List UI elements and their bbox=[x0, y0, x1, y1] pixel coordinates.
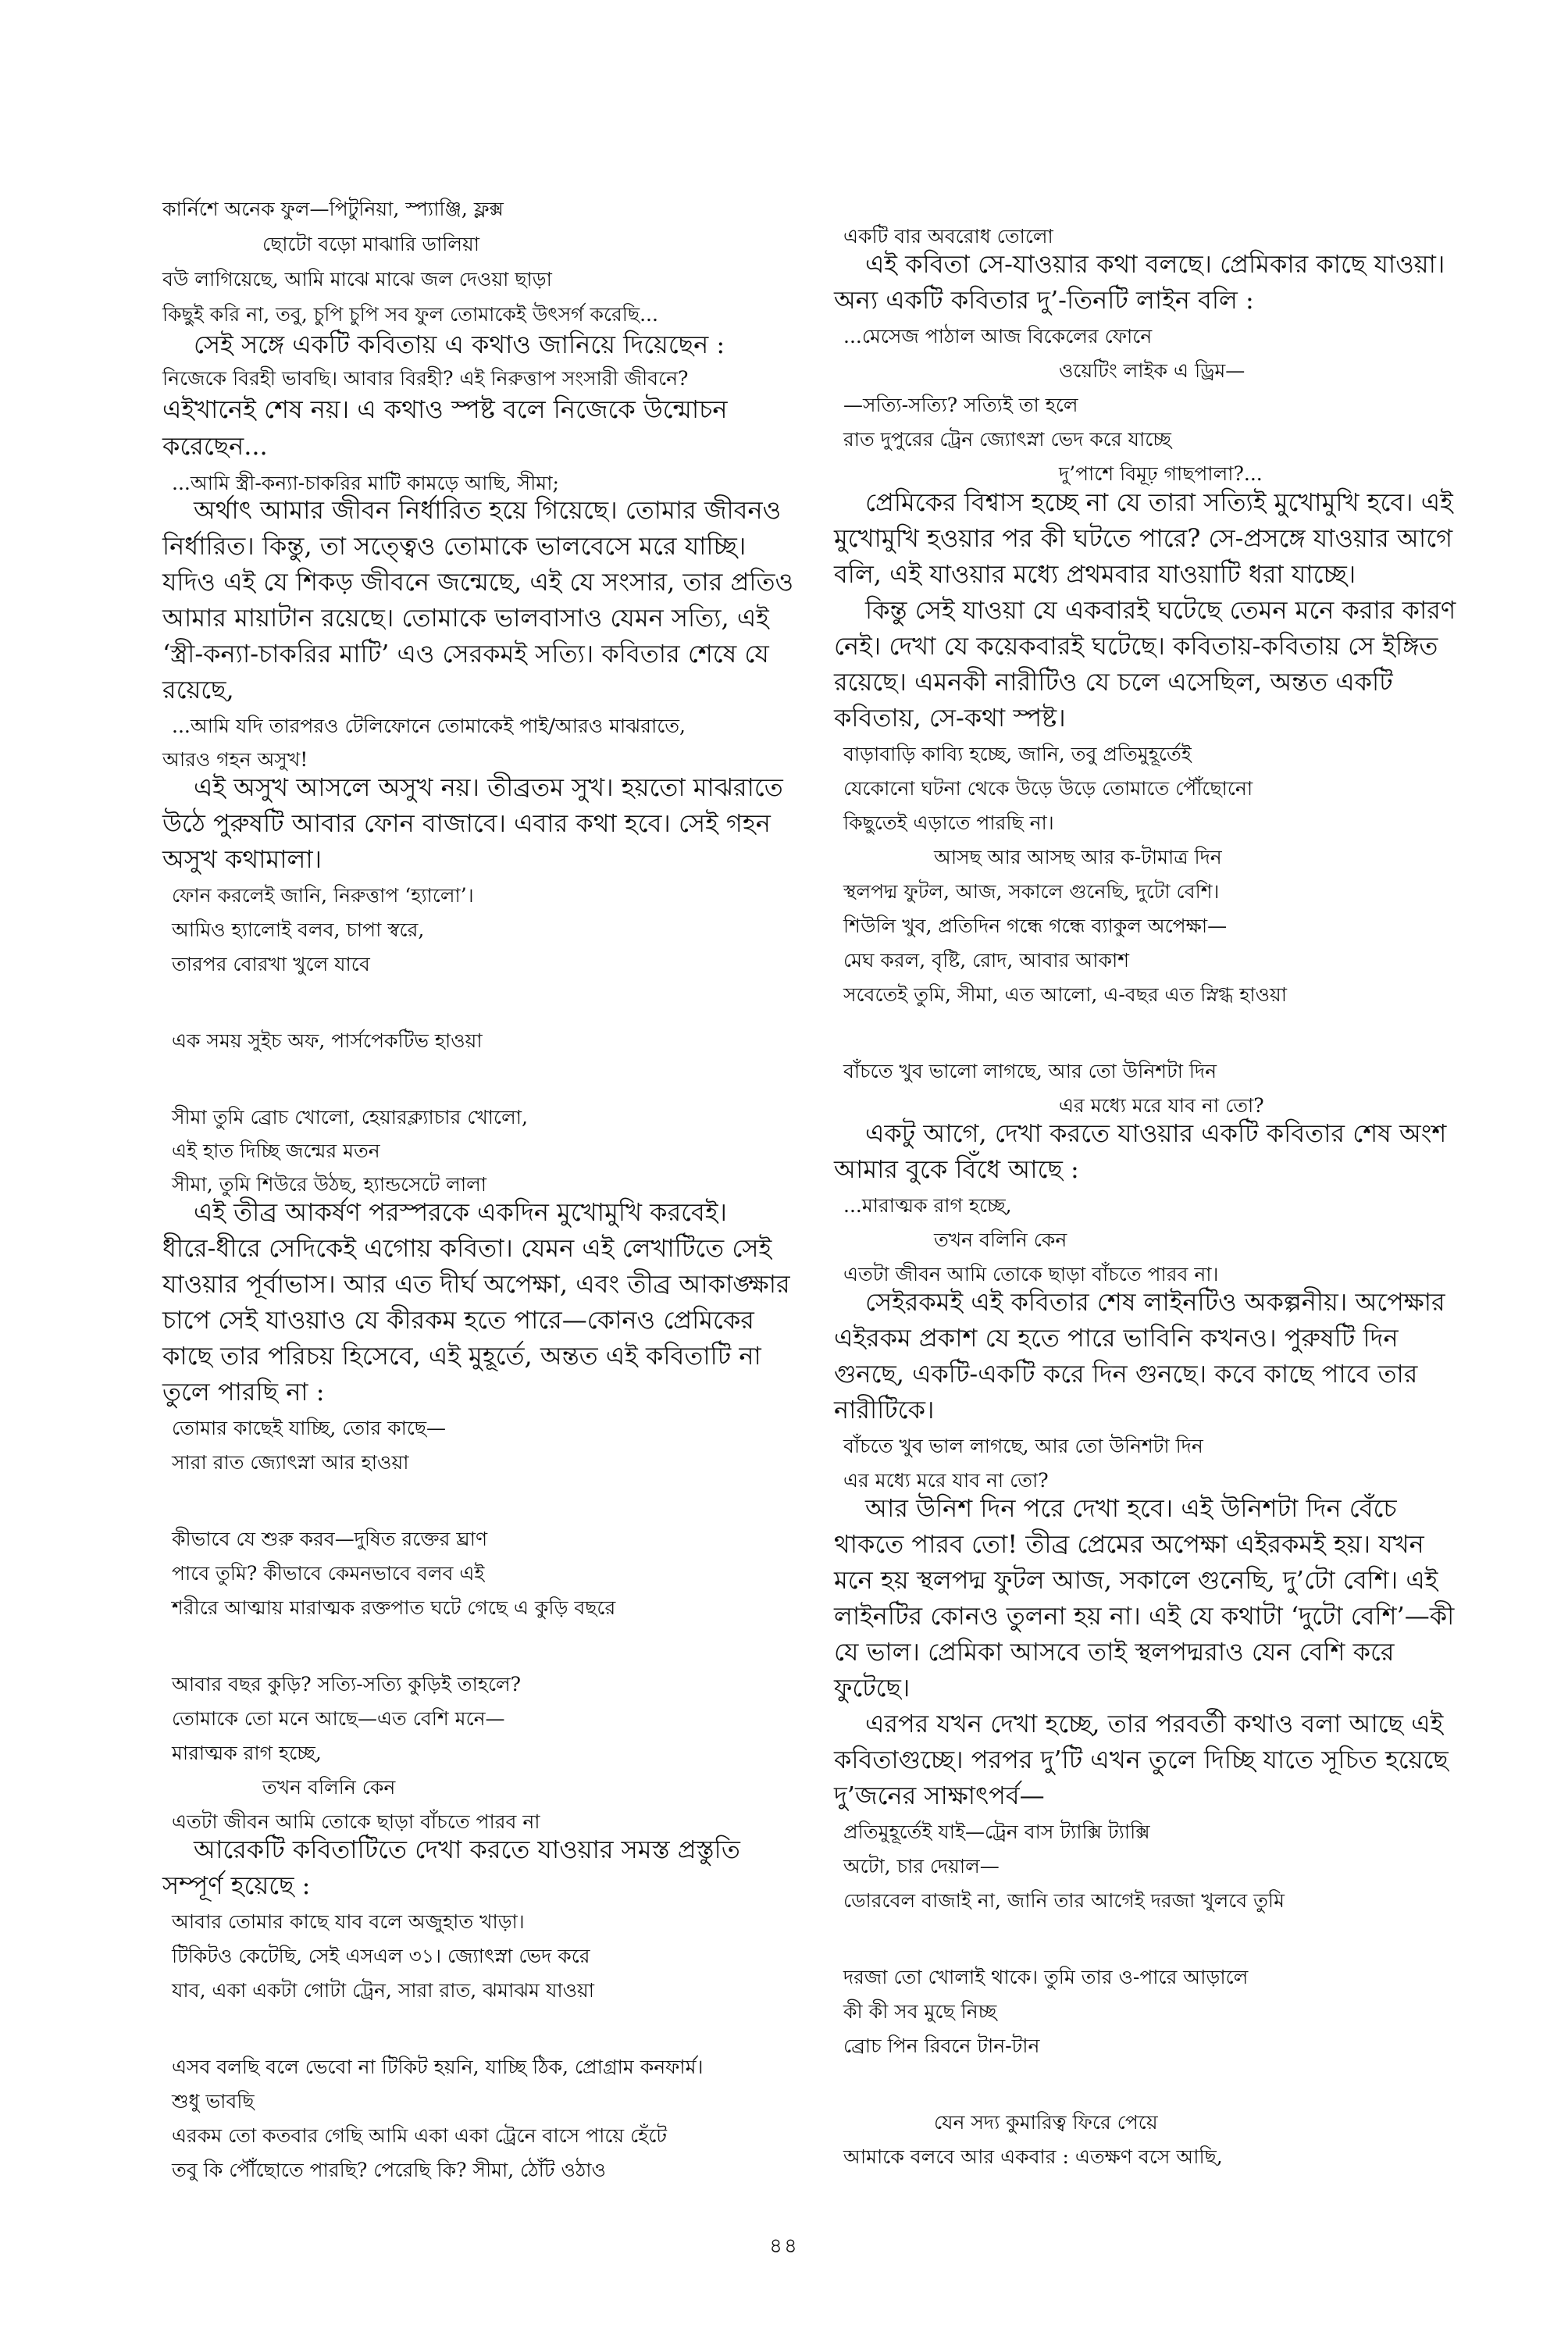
prose-line: মনে হয় স্থলপদ্ম ফুটল আজ, সকালে গুনেছি, দু’টো বেশি। এই bbox=[834, 1565, 1438, 1595]
verse-line: দু’পাশে বিমূঢ় গাছপালা?... bbox=[1059, 462, 1263, 485]
verse-line: এর মধ্যে মরে যাব না তো? bbox=[1059, 1094, 1264, 1117]
verse-line: পাবে তুমি? কীভাবে কেমনভাবে বলব এই bbox=[172, 1562, 485, 1585]
prose-line: লাইনটির কোনও তুলনা হয় না। এই যে কথাটা ‘দুটো বেশি’—কী bbox=[834, 1601, 1455, 1631]
verse-line: ওয়েটিং লাইক এ ড্রিম— bbox=[1059, 359, 1245, 382]
prose-line: প্রেমিকের বিশ্বাস হচ্ছে না যে তারা সত্যিই মুখোমুখি হবে। এই bbox=[865, 487, 1453, 517]
prose-line: অসুখ কথামালা। bbox=[162, 844, 323, 874]
prose-line: আমার বুকে বিঁধে আছে : bbox=[834, 1154, 1079, 1184]
verse-line: প্রতিমুহূর্তেই যাই—ট্রেন বাস ট্যাক্সি ট্যাক্সি bbox=[843, 1820, 1150, 1843]
verse-line: তবু কি পৌঁছোতে পারছি? পেরেছি কি? সীমা, ঠোঁট ওঠাও bbox=[172, 2159, 606, 2181]
verse-line: স্থলপদ্ম ফুটল, আজ, সকালে গুনেছি, দুটো বেশি। bbox=[843, 880, 1220, 903]
verse-line: টিকিটও কেটেছি, সেই এসএল ৩১। জ্যোৎস্না ভেদ করে bbox=[172, 1945, 590, 1967]
prose-line: আরেকটি কবিতাটিতে দেখা করতে যাওয়ার সমস্ত প্রস্তুতি bbox=[194, 1835, 740, 1864]
prose-line: একটু আগে, দেখা করতে যাওয়ার একটি কবিতার শেষ অংশ bbox=[865, 1118, 1447, 1148]
verse-line: ছোটো বড়ো মাঝারি ডালিয়া bbox=[262, 233, 479, 255]
prose-line: এই তীব্র আকর্ষণ পরস্পরকে একদিন মুখোমুখি করবেই। bbox=[194, 1197, 727, 1227]
verse-line: শিউলি খুব, প্রতিদিন গন্ধে গন্ধে ব্যাকুল অপেক্ষা— bbox=[843, 915, 1228, 937]
verse-line: তখন বলিনি কেন bbox=[934, 1228, 1067, 1251]
verse-line: আরও গহন অসুখ! bbox=[162, 748, 308, 771]
verse-line: আমিও হ্যালোই বলব, চাপা স্বরে, bbox=[172, 918, 425, 941]
prose-line: অর্থাৎ আমার জীবন নির্ধারিত হয়ে গিয়েছে। তোমার জীবনও bbox=[194, 495, 782, 525]
verse-line: এতটা জীবন আমি তোকে ছাড়া বাঁচতে পারব না। bbox=[843, 1263, 1219, 1286]
verse-line: একটি বার অবরোধ তোলো bbox=[843, 225, 1053, 248]
verse-line: ...মারাত্মক রাগ হচ্ছে, bbox=[843, 1194, 1012, 1217]
prose-line: এইখানেই শেষ নয়। এ কথাও স্পষ্ট বলে নিজেকে উন্মোচন bbox=[162, 394, 728, 424]
verse-line: যেকোনো ঘটনা থেকে উড়ে উড়ে তোমাতে পৌঁছোনো bbox=[843, 777, 1253, 800]
prose-line: সেই সঙ্গে একটি কবিতায় এ কথাও জানিয়ে দিয়েছেন : bbox=[194, 330, 725, 359]
prose-line: রয়েছে। এমনকী নারীটিও যে চলে এসেছিল, অন্তত একটি bbox=[834, 667, 1393, 697]
verse-line: দরজা তো খোলাই থাকে। তুমি তার ও-পারে আড়ালে bbox=[843, 1966, 1249, 1988]
prose-line: রয়েছে, bbox=[162, 675, 234, 704]
prose-line: আমার মায়াটান রয়েছে। তোমাকে ভালবাসাও যেমন সত্যি, এই bbox=[162, 603, 769, 633]
verse-line: ব্রোচ পিন রিবনে টান-টান bbox=[843, 2034, 1040, 2057]
verse-line: সীমা তুমি ব্রোচ খোলো, হেয়ারক্ল্যাচার খোলো, bbox=[172, 1106, 528, 1129]
prose-line: গুনছে, একটি-একটি করে দিন গুনছে। কবে কাছে পাবে তার bbox=[834, 1359, 1418, 1389]
prose-line: এইরকম প্রকাশ যে হতে পারে ভাবিনি কখনও। পুরুষটি দিন bbox=[834, 1323, 1399, 1353]
prose-line: করেছেন... bbox=[162, 431, 268, 461]
prose-line: এই অসুখ আসলে অসুখ নয়। তীব্রতম সুখ। হয়তো মাঝরাতে bbox=[194, 772, 783, 802]
verse-line: যেন সদ্য কুমারিত্ব ফিরে পেয়ে bbox=[934, 2111, 1158, 2134]
verse-line: কী কী সব মুছে নিচ্ছ bbox=[843, 2000, 997, 2023]
prose-line: কিন্তু সেই যাওয়া যে একবারই ঘটেছে তেমন মনে করার কারণ bbox=[865, 595, 1456, 625]
verse-line: কিছুই করি না, তবু, চুপি চুপি সব ফুল তোমাকেই উৎসর্গ করেছি... bbox=[162, 303, 658, 326]
prose-line: ‘স্ত্রী-কন্যা-চাকরির মাটি’ এও সেরকমই সত্যি। কবিতার শেষে যে bbox=[162, 639, 769, 669]
verse-line: এর মধ্যে মরে যাব না তো? bbox=[843, 1469, 1049, 1492]
verse-line: যাব, একা একটা গোটা ট্রেন, সারা রাত, ঝমাঝম যাওয়া bbox=[172, 1979, 594, 2002]
verse-line: তখন বলিনি কেন bbox=[262, 1776, 396, 1799]
verse-line: রাত দুপুরের ট্রেন জ্যোৎস্না ভেদ করে যাচ্ছে bbox=[843, 428, 1171, 451]
verse-line: ডোরবেল বাজাই না, জানি তার আগেই দরজা খুলবে তুমি bbox=[843, 1889, 1285, 1912]
verse-line: বাঁচতে খুব ভালো লাগছে, আর তো উনিশটা দিন bbox=[843, 1060, 1217, 1082]
prose-line: সেইরকমই এই কবিতার শেষ লাইনটিও অকল্পনীয়। অপেক্ষার bbox=[865, 1287, 1445, 1317]
prose-line: কবিতাগুচ্ছে। পরপর দু’টি এখন তুলে দিচ্ছি যাতে সূচিত হয়েছে bbox=[834, 1745, 1449, 1774]
verse-line: আবার তোমার কাছে যাব বলে অজুহাত খাড়া। bbox=[172, 1910, 525, 1933]
verse-line: মেঘ করল, বৃষ্টি, রোদ, আবার আকাশ bbox=[843, 949, 1130, 972]
prose-line: মুখোমুখি হওয়ার পর কী ঘটতে পারে? সে-প্রসঙ্গে যাওয়ার আগে bbox=[834, 523, 1453, 553]
prose-line: তুলে পারছি না : bbox=[162, 1377, 325, 1407]
verse-line: কার্নিশে অনেক ফুল—পিটুনিয়া, স্প্যাঞ্জি, ফ্লক্স bbox=[162, 198, 504, 220]
verse-line: অটো, চার দেয়াল— bbox=[843, 1855, 1000, 1878]
prose-line: সম্পূর্ণ হয়েছে : bbox=[162, 1870, 311, 1900]
verse-line: বউ লাগিয়েছে, আমি মাঝে মাঝে জল দেওয়া ছাড়া bbox=[162, 268, 552, 291]
verse-line: এরকম তো কতবার গেছি আমি একা একা ট্রেনে বাসে পায়ে হেঁটে bbox=[172, 2124, 667, 2147]
prose-line: যদিও এই যে শিকড় জীবনে জন্মেছে, এই যে সংসার, তার প্রতিও bbox=[162, 567, 794, 597]
verse-line: ...আমি যদি তারপরও টেলিফোনে তোমাকেই পাই/আরও মাঝরাতে, bbox=[172, 715, 686, 737]
prose-line: ধীরে-ধীরে সেদিকেই এগোয় কবিতা। যেমন এই লেখাটিতে সেই bbox=[162, 1233, 772, 1263]
prose-line: আর উনিশ দিন পরে দেখা হবে। এই উনিশটা দিন বেঁচে bbox=[865, 1493, 1397, 1523]
prose-line: অন্য একটি কবিতার দু’-তিনটি লাইন বলি : bbox=[834, 285, 1254, 315]
prose-line: থাকতে পারব তো! তীব্র প্রেমের অপেক্ষা এইরকমই হয়। যখন bbox=[834, 1529, 1424, 1559]
prose-line: দু’জনের সাক্ষাৎপর্ব— bbox=[834, 1781, 1045, 1810]
verse-line: সীমা, তুমি শিউরে উঠছ, হ্যান্ডসেটে লালা bbox=[172, 1173, 486, 1196]
verse-line: নিজেকে বিরহী ভাবছি। আবার বিরহী? এই নিরুত্তাপ সংসারী জীবনে? bbox=[162, 367, 689, 390]
verse-line: বাঁচতে খুব ভাল লাগছে, আর তো উনিশটা দিন bbox=[843, 1435, 1203, 1457]
prose-line: যাওয়ার পূর্বাভাস। আর এত দীর্ঘ অপেক্ষা, এবং তীব্র আকাঙ্ক্ষার bbox=[162, 1269, 790, 1299]
verse-line: এই হাত দিচ্ছি জন্মের মতন bbox=[172, 1139, 380, 1162]
verse-line: সারা রাত জ্যোৎস্না আর হাওয়া bbox=[172, 1451, 409, 1474]
verse-line: এতটা জীবন আমি তোকে ছাড়া বাঁচতে পারব না bbox=[172, 1810, 540, 1833]
prose-line: বলি, এই যাওয়ার মধ্যে প্রথমবার যাওয়াটি ধরা যাচ্ছে। bbox=[834, 559, 1356, 589]
prose-line: নারীটিকে। bbox=[834, 1395, 935, 1425]
verse-line: তোমাকে তো মনে আছে—এত বেশি মনে— bbox=[172, 1707, 505, 1730]
prose-line: কবিতায়, সে-কথা স্পষ্ট। bbox=[834, 703, 1066, 733]
verse-line: আমাকে বলবে আর একবার : এতক্ষণ বসে আছি, bbox=[843, 2145, 1223, 2168]
prose-line: এই কবিতা সে-যাওয়ার কথা বলছে। প্রেমিকার কাছে যাওয়া। bbox=[865, 249, 1445, 279]
verse-line: আসছ আর আসছ আর ক-টামাত্র দিন bbox=[934, 846, 1222, 868]
verse-line: ...মেসেজ পাঠাল আজ বিকেলের ফোনে bbox=[843, 325, 1153, 348]
page-number: ৪৪ bbox=[769, 2234, 799, 2258]
verse-line: ...আমি স্ত্রী-কন্যা-চাকরির মাটি কামড়ে আছি, সীমা; bbox=[172, 472, 559, 494]
verse-line: মারাত্মক রাগ হচ্ছে, bbox=[172, 1742, 322, 1764]
prose-line: নেই। দেখা যে কয়েকবারই ঘটেছে। কবিতায়-কবিতায় সে ইঙ্গিত bbox=[834, 631, 1438, 661]
prose-line: ফুটেছে। bbox=[834, 1673, 911, 1703]
verse-line: —সত্যি-সত্যি? সত্যিই তা হলে bbox=[843, 394, 1078, 416]
prose-line: কাছে তার পরিচয় হিসেবে, এই মুহূর্তে, অন্তত এই কবিতাটি না bbox=[162, 1341, 761, 1371]
verse-line: তারপর বোরখা খুলে যাবে bbox=[172, 953, 370, 975]
prose-line: উঠে পুরুষটি আবার ফোন বাজাবে। এবার কথা হবে। সেই গহন bbox=[162, 808, 771, 838]
prose-line: এরপর যখন দেখা হচ্ছে, তার পরবর্তী কথাও বলা আছে এই bbox=[865, 1709, 1444, 1738]
verse-line: কীভাবে যে শুরু করব—দুষিত রক্তের ঘ্রাণ bbox=[172, 1528, 488, 1550]
verse-line: শুধু ভাবছি bbox=[172, 2090, 255, 2113]
verse-line: বাড়াবাড়ি কাব্যি হচ্ছে, জানি, তবু প্রতিমুহূর্তেই bbox=[843, 743, 1192, 765]
verse-line: এসব বলছি বলে ভেবো না টিকিট হয়নি, যাচ্ছি ঠিক, প্রোগ্রাম কনফার্ম। bbox=[172, 2056, 704, 2078]
prose-line: নির্ধারিত। কিন্তু, তা সত্ত্বেও তোমাকে ভালবেসে মরে যাচ্ছি। bbox=[162, 531, 747, 561]
verse-line: আবার বছর কুড়ি? সত্যি-সত্যি কুড়িই তাহলে? bbox=[172, 1673, 522, 1696]
verse-line: সবেতেই তুমি, সীমা, এত আলো, এ-বছর এত স্নিগ্ধ হাওয়া bbox=[843, 983, 1287, 1006]
prose-line: যে ভাল। প্রেমিকা আসবে তাই স্থলপদ্মরাও যেন বেশি করে bbox=[834, 1637, 1395, 1667]
verse-line: তোমার কাছেই যাচ্ছি, তোর কাছে— bbox=[172, 1417, 447, 1439]
verse-line: ফোন করলেই জানি, নিরুত্তাপ ‘হ্যালো’। bbox=[172, 884, 474, 907]
prose-line: চাপে সেই যাওয়াও যে কীরকম হতে পারে—কোনও প্রেমিকের bbox=[162, 1305, 754, 1335]
verse-line: শরীরে আত্মায় মারাত্মক রক্তপাত ঘটে গেছে এ কুড়ি বছরে bbox=[172, 1596, 616, 1619]
verse-line: এক সময় সুইচ অফ, পার্সপেকটিভ হাওয়া bbox=[172, 1029, 483, 1052]
verse-line: কিছুতেই এড়াতে পারছি না। bbox=[843, 811, 1054, 834]
